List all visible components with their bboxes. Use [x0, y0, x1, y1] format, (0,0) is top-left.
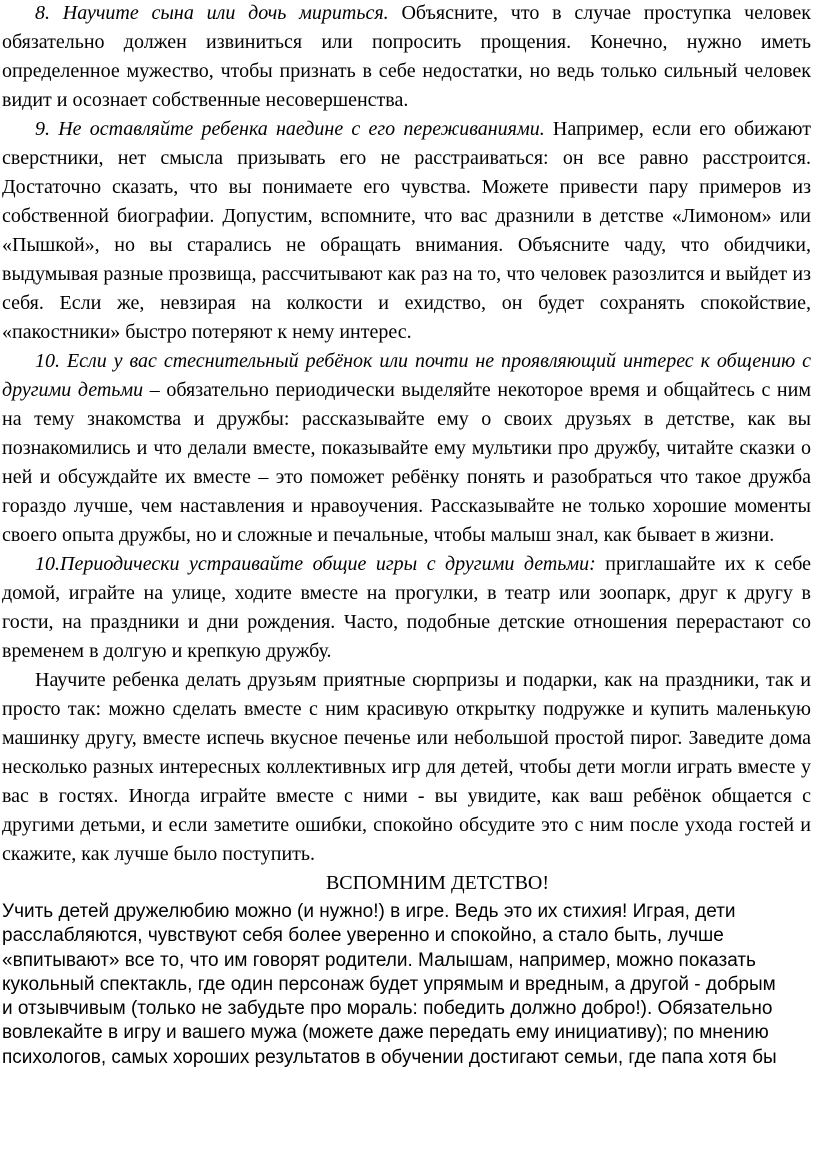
paragraph-10a-text: – обязательно периодически выделяйте некоторое время и общайтесь с ним на тему знакомства и дружбы: рассказывайте ему о своих друзьях в детстве, как вы познакомились и что делали вместе, показывайте ему мультики про дружбу, читайте сказки о ней и обсуждайте их вместе – это поможет ребёнку понять и разобраться что такое дружба гораздо лучше, чем наставления и нравоучения. Рассказывайте не только хорошие моменты своего опыта дружбы, но и сложные и печальные, чтобы малыш знал, как бывает в жизни. — [2, 379, 811, 546]
paragraph-10b — [2, 550, 811, 666]
paragraph-surprises-text: Научите ребенка делать друзьям приятные сюрпризы и подарки, как на праздники, так и просто так: можно сделать вместе с ним красивую открытку подружке и купить маленькую машинку другу, вместе испечь вкусное печенье или небольшой простой пирог. Заведите дома несколько разных интересных коллективных игр для детей, чтобы дети могли играть вместе у вас в гостях. Иногда играйте вместе с ними - вы увидите, как ваш ребёнок общается с другими детьми, и если заметите ошибки, спокойно обсудите это с ним после ухода гостей и скажите, как лучше было поступить. — [2, 669, 811, 865]
paragraph-10b-lead: 10.Периодически устраивайте общие игры с другими детьми: — [35, 553, 596, 575]
paragraph-10b-text: приглашайте их к себе домой, играйте на улице, ходите вместе на прогулки, в театр или зоопарк, друг к другу в гости, на праздники и дни рождения. Часто, подобные детские отношения перерастают со временем в долгую и крепкую дружбу. — [2, 553, 812, 662]
section-heading: ВСПОМНИМ ДЕТСТВО! — [325, 872, 550, 894]
paragraph-9-lead: 9. Не оставляйте ребенка наедине с его переживаниями. — [35, 118, 545, 140]
paragraph-10a — [2, 347, 811, 550]
paragraph-8-text: Объясните, что в случае проступка человек обязательно должен извиниться или попросить прощения. Конечно, нужно иметь определенное мужество, чтобы признать в себе недостатки, но ведь только сильный человек видит и осознает собственные несовершенства. — [2, 2, 811, 111]
closing-paragraph: Учить детей дружелюбию можно (и нужно!) в игре. Ведь это их стихия! Играя, дети расслабляются, чувствуют себя более уверенно и спокойно, а стало быть, лучше «впитывают» все то, что им говорят родители. Малышам, например, можно показать кукольный спектакль, где один персонаж будет упрямым и вредным, а другой - добрым и отзывчивым (только не забудьте про мораль: победить должно добро!). Обязательно вовлекайте в игру и вашего мужа (можете даже передать ему инициативу); по мнению психологов, самых хороших результатов в обучении достигают семьи, где папа хотя бы — [2, 901, 777, 1068]
paragraph-9 — [2, 115, 811, 347]
paragraph-10a-lead: 10. Если у вас стеснительный ребёнок или почти не проявляющий интерес к общению с другими детьми — [2, 350, 811, 401]
paragraph-8 — [2, 0, 811, 115]
paragraph-surprises — [2, 666, 811, 869]
paragraph-8-lead: 8. Научите сына или дочь мириться. — [35, 2, 389, 24]
paragraph-9-text: Например, если его обижают сверстники, нет смысла призывать его не расстраиваться: он все равно расстроится. Достаточно сказать, что вы понимаете его чувства. Можете привести пару примеров из собственной биографии. Допустим, вспомните, что вас дразнили в детстве «Лимоном» или «Пышкой», но вы старались не обращать внимания. Объясните чаду, что обидчики, выдумывая разные прозвища, рассчитывают как раз на то, что человек разозлится и выйдет из себя. Если же, невзирая на колкости и ехидство, он будет сохранять спокойствие, «пакостники» быстро потеряют к нему интерес. — [2, 118, 811, 343]
